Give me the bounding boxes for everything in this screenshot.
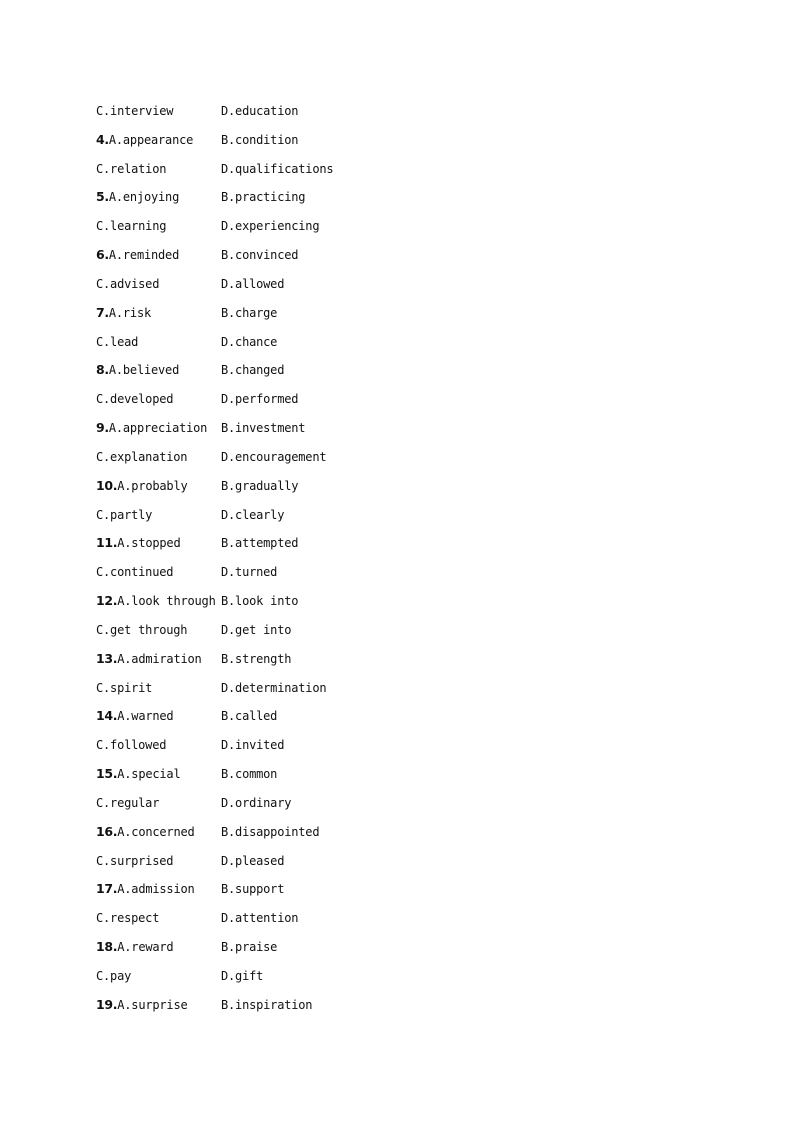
option-left: [96, 995, 188, 1015]
option-left-text: A.reward: [117, 940, 174, 955]
question-number: 18.: [96, 939, 118, 955]
option-left: [96, 764, 180, 784]
option-right-text: B.gradually: [221, 478, 299, 493]
question-row: [96, 706, 696, 735]
option-left-text: A.warned: [117, 709, 174, 724]
option-right-text: D.education: [221, 104, 299, 118]
option-right-text: B.changed: [221, 363, 285, 378]
question-number: 13.: [96, 650, 118, 666]
question-row: [96, 591, 696, 620]
option-left: [96, 591, 216, 611]
question-number: 4.: [96, 131, 109, 147]
option-left-text: A.stopped: [117, 536, 181, 551]
option-left: [96, 735, 166, 755]
option-left-text: A.admiration: [117, 651, 202, 666]
option-left-text: A.reminded: [108, 248, 180, 263]
option-right-text: B.condition: [221, 132, 299, 147]
option-row: [96, 966, 696, 995]
option-right-text: D.chance: [221, 334, 278, 349]
question-number: 12.: [96, 593, 118, 609]
option-left: [96, 649, 202, 669]
option-left: [96, 216, 166, 236]
question-number: 19.: [96, 996, 118, 1012]
question-row: [96, 649, 696, 678]
option-left-text: A.probably: [117, 478, 188, 493]
option-left-text: A.special: [117, 767, 181, 782]
option-row: [96, 505, 696, 534]
option-right-text: B.charge: [221, 305, 278, 320]
option-left: [96, 245, 179, 265]
option-left: [96, 130, 193, 150]
option-right-text: D.invited: [221, 738, 285, 753]
question-row: [96, 822, 696, 851]
question-row: [96, 130, 696, 159]
option-left-text: A.appreciation: [108, 421, 208, 436]
question-number: 14.: [96, 708, 118, 724]
option-left: [96, 678, 152, 698]
option-left: [96, 187, 179, 207]
option-right-text: D.clearly: [221, 507, 285, 522]
option-row: [96, 332, 696, 361]
option-left: [96, 418, 207, 438]
question-number: 11.: [96, 535, 118, 551]
option-left-text: A.appearance: [108, 132, 194, 147]
option-left: [96, 505, 152, 525]
option-left: [96, 274, 159, 294]
option-left: [96, 562, 173, 582]
option-left: [96, 793, 159, 813]
question-number: 6.: [96, 247, 109, 263]
question-row: [96, 995, 696, 1024]
option-row: [96, 447, 696, 476]
question-row: [96, 764, 696, 793]
question-row: [96, 476, 696, 505]
option-left-text: A.enjoying: [108, 190, 180, 205]
option-left-text: C.continued: [96, 565, 174, 580]
option-left-text: C.developed: [96, 392, 174, 407]
option-right-text: D.determination: [221, 680, 327, 695]
option-left-text: C.pay: [96, 968, 132, 983]
question-number: 5.: [96, 189, 109, 205]
option-left: [96, 706, 173, 726]
question-number: 10.: [96, 477, 118, 493]
question-row: [96, 879, 696, 908]
question-row: [96, 187, 696, 216]
option-right-text: B.called: [221, 709, 278, 724]
option-right-text: B.common: [221, 767, 278, 782]
option-row: [96, 735, 696, 764]
option-right-text: B.disappointed: [221, 824, 320, 839]
option-right-text: B.investment: [221, 421, 306, 436]
question-row: [96, 533, 696, 562]
option-right-text: D.qualifications: [221, 161, 334, 176]
question-number: 9.: [96, 420, 109, 436]
option-left: [96, 159, 166, 179]
option-left: [96, 389, 173, 409]
question-row: [96, 245, 696, 274]
option-left-text: C.explanation: [96, 449, 188, 464]
option-left: [96, 332, 138, 352]
option-left-text: A.look through: [117, 594, 216, 609]
option-row: [96, 389, 696, 418]
option-left-text: C.surprised: [96, 853, 174, 868]
question-row: [96, 418, 696, 447]
question-row: [96, 303, 696, 332]
option-right-text: B.attempted: [221, 536, 299, 551]
option-right-text: D.turned: [221, 565, 278, 580]
option-row: [96, 620, 696, 649]
option-row: [96, 908, 696, 937]
option-left-text: C.followed: [96, 738, 167, 753]
option-right-text: B.support: [221, 882, 285, 897]
option-left-text: A.admission: [117, 882, 195, 897]
option-left-text: C.lead: [96, 334, 139, 349]
option-left-text: A.risk: [108, 305, 152, 320]
option-left: [96, 851, 173, 871]
option-left: [96, 533, 180, 553]
option-left: [96, 937, 173, 957]
question-row: [96, 360, 696, 389]
option-left-text: A.concerned: [117, 824, 195, 839]
answer-options-list: [96, 101, 696, 1024]
option-left-text: C.get through: [96, 622, 188, 637]
option-right-text: D.experiencing: [221, 219, 320, 234]
option-right-text: D.attention: [221, 911, 299, 926]
option-right-text: B.practicing: [221, 190, 306, 205]
option-right-text: B.convinced: [221, 248, 299, 263]
option-row: [96, 101, 696, 130]
option-left-text: C.partly: [96, 507, 153, 522]
option-left: [96, 476, 188, 496]
option-left: [96, 908, 159, 928]
option-row: [96, 274, 696, 303]
option-right-text: D.pleased: [221, 853, 285, 868]
question-number: 17.: [96, 881, 118, 897]
option-left: [96, 101, 173, 121]
option-left-text: C.learning: [96, 219, 167, 234]
option-row: [96, 159, 696, 188]
option-left: [96, 620, 187, 640]
question-number: 8.: [96, 362, 109, 378]
option-left: [96, 360, 179, 380]
option-right-text: D.ordinary: [221, 795, 292, 810]
option-left: [96, 822, 195, 842]
option-row: [96, 678, 696, 707]
option-right-text: D.allowed: [221, 276, 285, 291]
option-row: [96, 216, 696, 245]
question-number: 7.: [96, 304, 109, 320]
option-left-text: C.respect: [96, 911, 160, 926]
option-right-text: B.look into: [221, 594, 299, 609]
option-right-text: D.encouragement: [221, 449, 327, 464]
option-right-text: D.gift: [221, 968, 264, 983]
option-row: [96, 562, 696, 591]
option-row: [96, 793, 696, 822]
option-left: [96, 879, 195, 899]
option-left-text: C.spirit: [96, 680, 153, 695]
option-right-text: B.praise: [221, 940, 278, 955]
option-right-text: D.performed: [221, 392, 299, 407]
option-left-text: A.surprise: [117, 997, 188, 1012]
question-number: 16.: [96, 823, 118, 839]
option-row: [96, 851, 696, 880]
option-right-text: B.strength: [221, 651, 292, 666]
option-right-text: B.inspiration: [221, 997, 313, 1012]
option-left-text: C.regular: [96, 795, 160, 810]
option-left: [96, 303, 151, 323]
option-left-text: C.interview: [96, 104, 174, 118]
option-left: [96, 966, 131, 986]
option-left: [96, 447, 187, 467]
option-left-text: C.relation: [96, 161, 167, 176]
question-row: [96, 937, 696, 966]
option-right-text: D.get into: [221, 622, 292, 637]
question-number: 15.: [96, 766, 118, 782]
option-left-text: C.advised: [96, 276, 160, 291]
option-left-text: A.believed: [108, 363, 180, 378]
